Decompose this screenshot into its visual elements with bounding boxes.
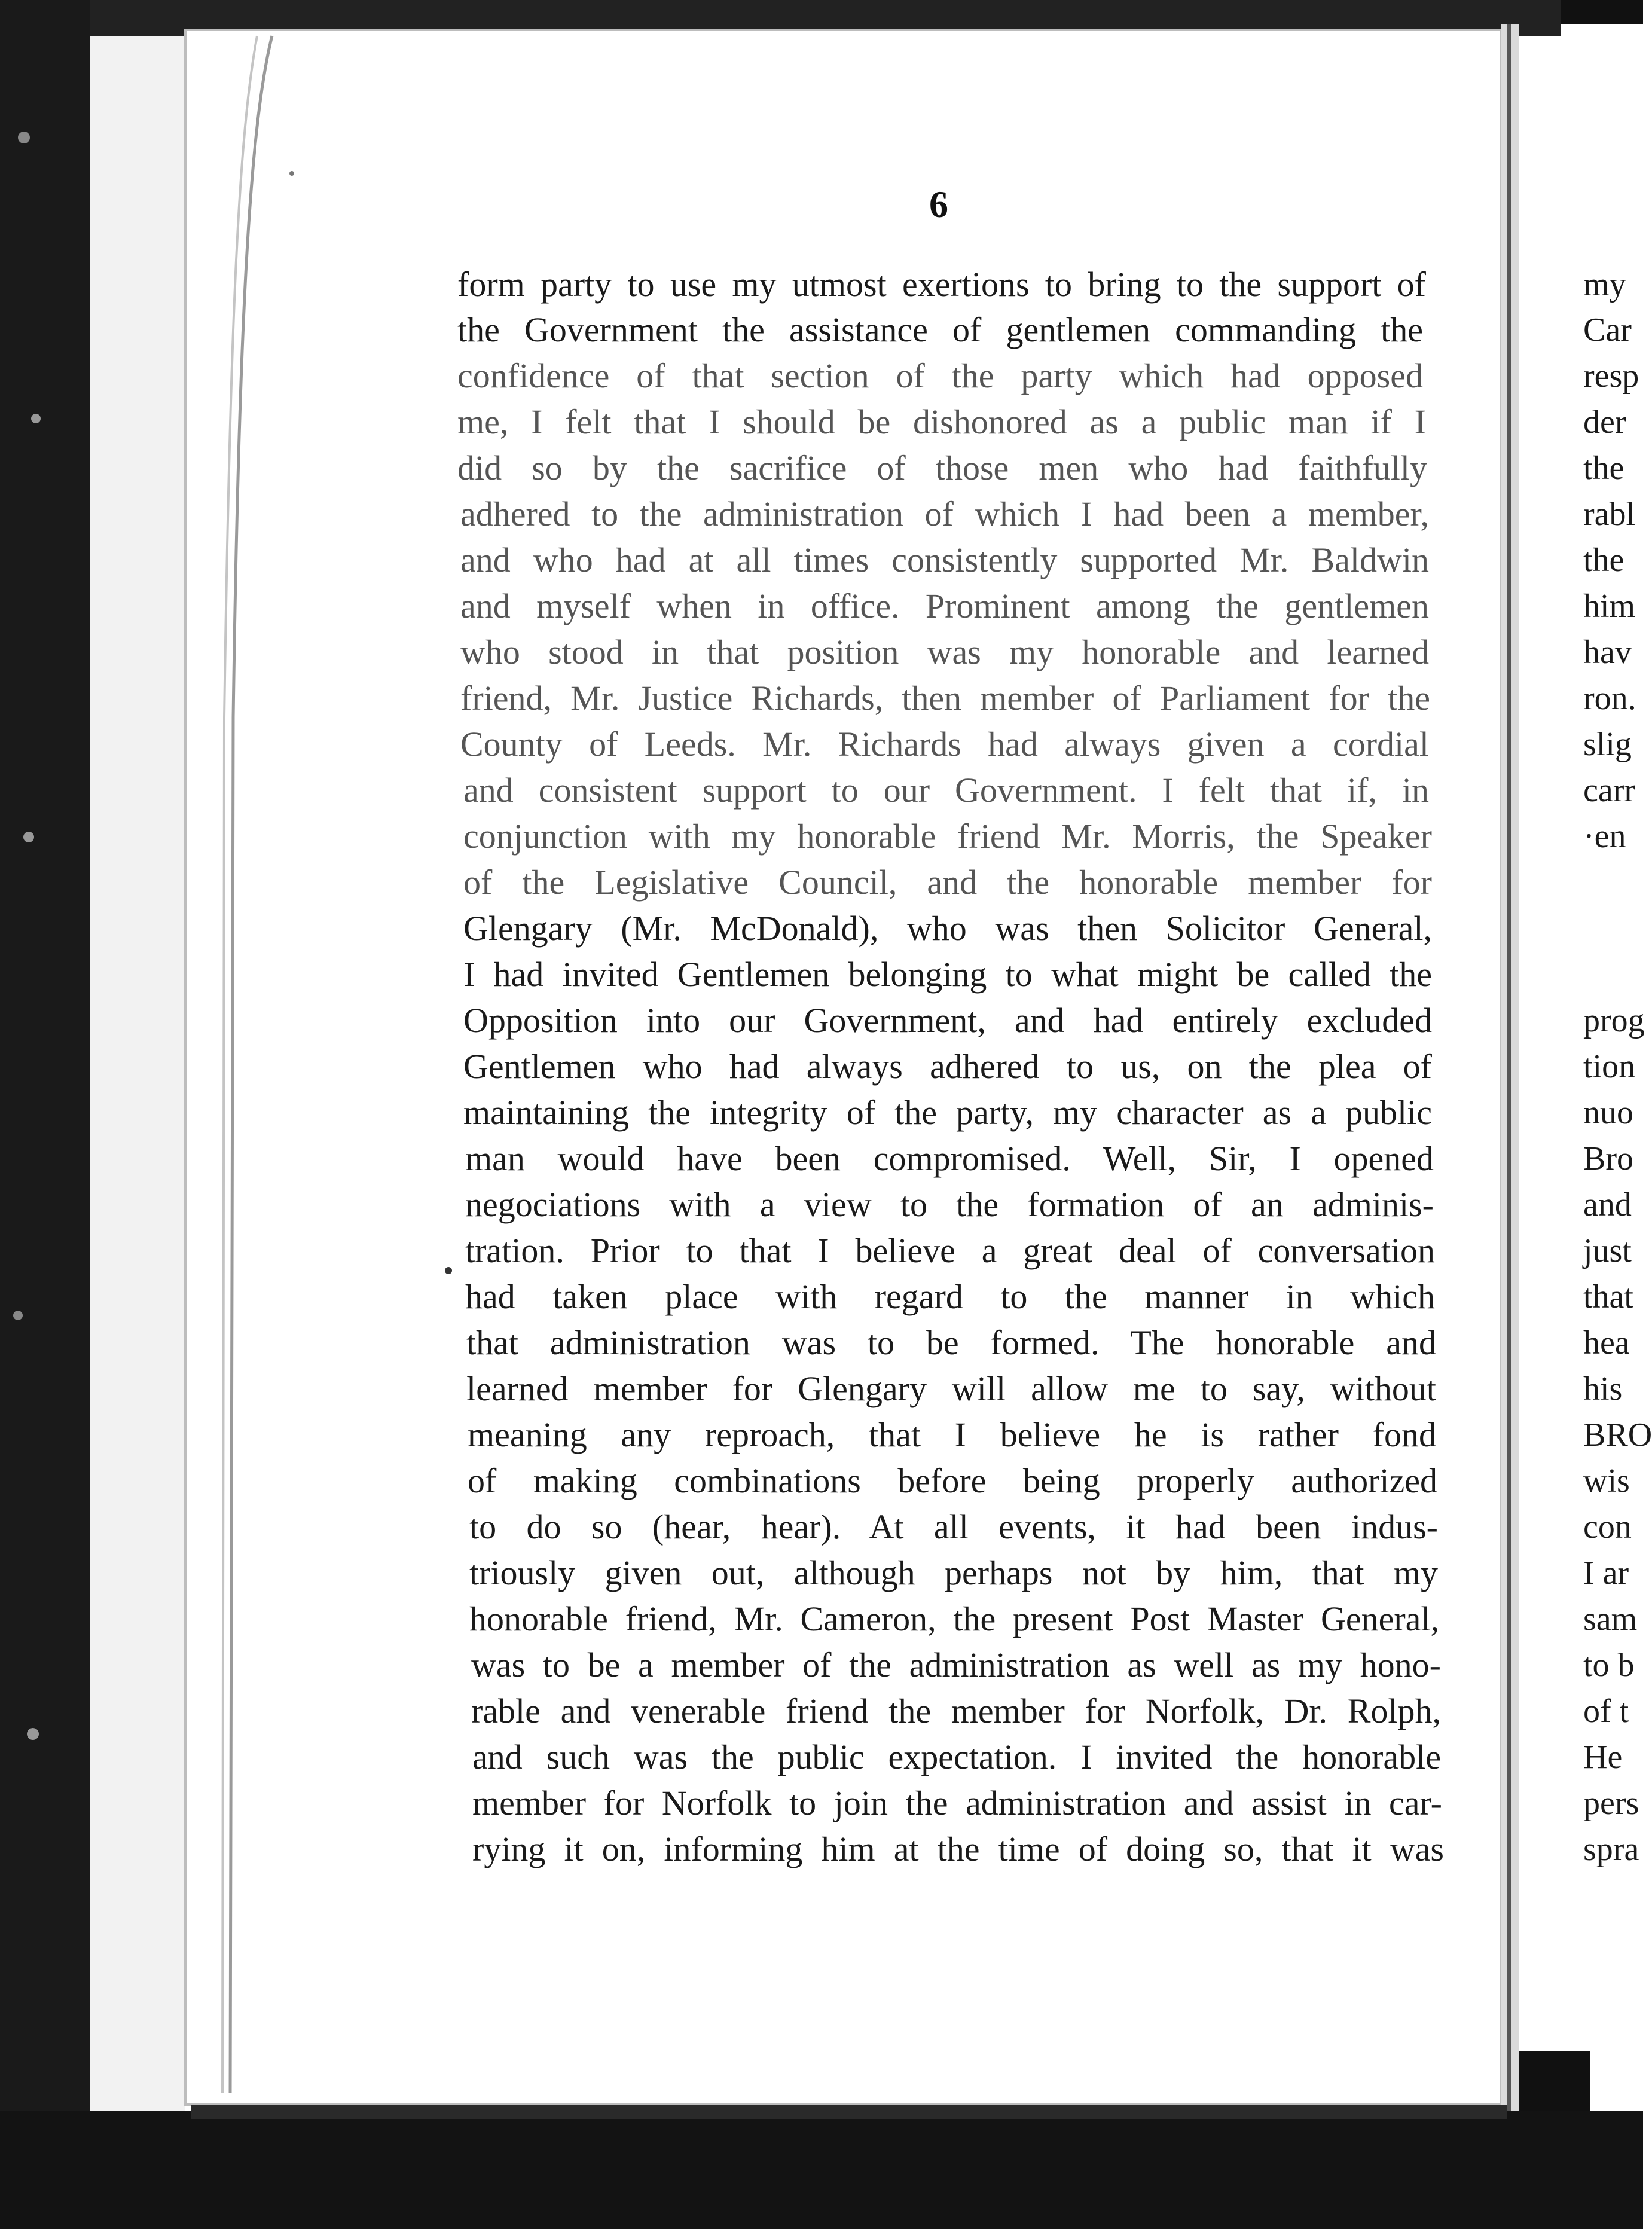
text-line: and consistent support to our Government. I felt that if, in [463,771,1429,810]
adjacent-fragment: der [1583,404,1626,441]
adjacent-fragment: that [1583,1278,1633,1315]
adjacent-fragment: BRO [1583,1416,1652,1454]
text-line: was to be a member of the administration as well as my hono- [471,1645,1441,1684]
text-line: adhered to the administration of which I had been a member, [460,494,1429,533]
text-line: learned member for Glengary will allow me to say, without [466,1369,1436,1408]
text-line: friend, Mr. Justice Richards, then member of Parliament for the [460,679,1430,717]
text-line: honorable friend, Mr. Cameron, the present Post Master General, [469,1599,1439,1638]
text-line: Opposition into our Government, and had entirely excluded [463,1001,1432,1040]
text-line: of the Legislative Council, and the honorable member for [463,863,1432,902]
text-line: to do so (hear, hear). At all events, it had been indus- [469,1507,1438,1546]
text-line: the Government the assistance of gentlemen commanding the [457,310,1423,349]
text-line: member for Norfolk to join the administration and assist in car- [472,1784,1442,1822]
text-line: confidence of that section of the party which had opposed [457,356,1423,395]
text-line: and who had at all times consistently supported Mr. Baldwin [460,541,1429,579]
adjacent-fragment: Bro [1583,1140,1633,1177]
adjacent-fragment: the [1583,450,1624,487]
adjacent-fragment: nuo [1583,1094,1633,1131]
adjacent-fragment: and [1583,1186,1632,1223]
adjacent-fragment: him [1583,588,1636,625]
text-line: I had invited Gentlemen belonging to what might be called the [463,955,1432,994]
adjacent-fragment: hea [1583,1324,1630,1361]
adjacent-fragment: hav [1583,634,1632,671]
adjacent-fragment: my [1583,266,1626,303]
text-line: of making combinations before being properly authorized [468,1461,1437,1500]
adjacent-fragment: tion [1583,1048,1636,1085]
adjacent-fragment: Car [1583,312,1632,349]
text-line: man would have been compromised. Well, Sir, I opened [465,1139,1434,1178]
adjacent-fragment: prog [1583,1002,1645,1039]
adjacent-fragment: spra [1583,1831,1639,1868]
text-line: did so by the sacrifice of those men who had faithfully [457,448,1427,487]
text-line: negociations with a view to the formation of an adminis- [465,1185,1434,1224]
text-line: had taken place with regard to the manner in which [465,1277,1435,1316]
text-line: rying it on, informing him at the time of doing so, that it was [472,1830,1444,1868]
text-line: form party to use my utmost exertions to bring to the support of [457,265,1426,304]
text-line: rable and venerable friend the member for Norfolk, Dr. Rolph, [471,1691,1441,1730]
adjacent-fragment: his [1583,1370,1623,1407]
adjacent-fragment: I ar [1583,1555,1629,1592]
adjacent-fragment: pers [1583,1785,1639,1822]
adjacent-fragment: the [1583,542,1624,579]
text-line: me, I felt that I should be dishonored as a public man if I [457,402,1426,441]
page-number: 6 [929,183,948,225]
adjacent-fragment: con [1583,1509,1632,1546]
text-line: maintaining the integrity of the party, my character as a public [463,1093,1432,1132]
text-line: who stood in that position was my honorable and learned [460,633,1429,671]
text-line: and such was the public expectation. I invited the honorable [472,1738,1441,1776]
adjacent-fragment: carr [1583,772,1636,809]
text-line: meaning any reproach, that I believe he is rather fond [468,1415,1436,1454]
text-line: Glengary (Mr. McDonald), who was then Solicitor General, [463,909,1432,948]
adjacent-fragment: slig [1583,726,1632,763]
adjacent-fragment: to b [1583,1647,1635,1684]
text-line: conjunction with my honorable friend Mr. Morris, the Speaker [463,817,1432,856]
adjacent-fragment: just [1583,1232,1632,1269]
text-line: County of Leeds. Mr. Richards had always given a cordial [460,725,1429,764]
text-line: triously given out, although perhaps not by him, that my [469,1553,1438,1592]
adjacent-fragment: rabl [1583,496,1636,533]
adjacent-fragment: wis [1583,1462,1630,1500]
adjacent-fragment: of t [1583,1693,1629,1730]
text-line: tration. Prior to that I believe a great deal of conversation [465,1231,1435,1270]
adjacent-fragment: sam [1583,1601,1638,1638]
adjacent-fragment: resp [1583,358,1639,395]
adjacent-fragment: ron. [1583,680,1636,717]
adjacent-fragment: ·en [1583,818,1626,855]
text-line: and myself when in office. Prominent among the gentlemen [460,587,1429,625]
text-line: Gentlemen who had always adhered to us, on the plea of [463,1047,1432,1086]
text-line: that administration was to be formed. The honorable and [466,1323,1436,1362]
adjacent-fragment: He [1583,1739,1623,1776]
